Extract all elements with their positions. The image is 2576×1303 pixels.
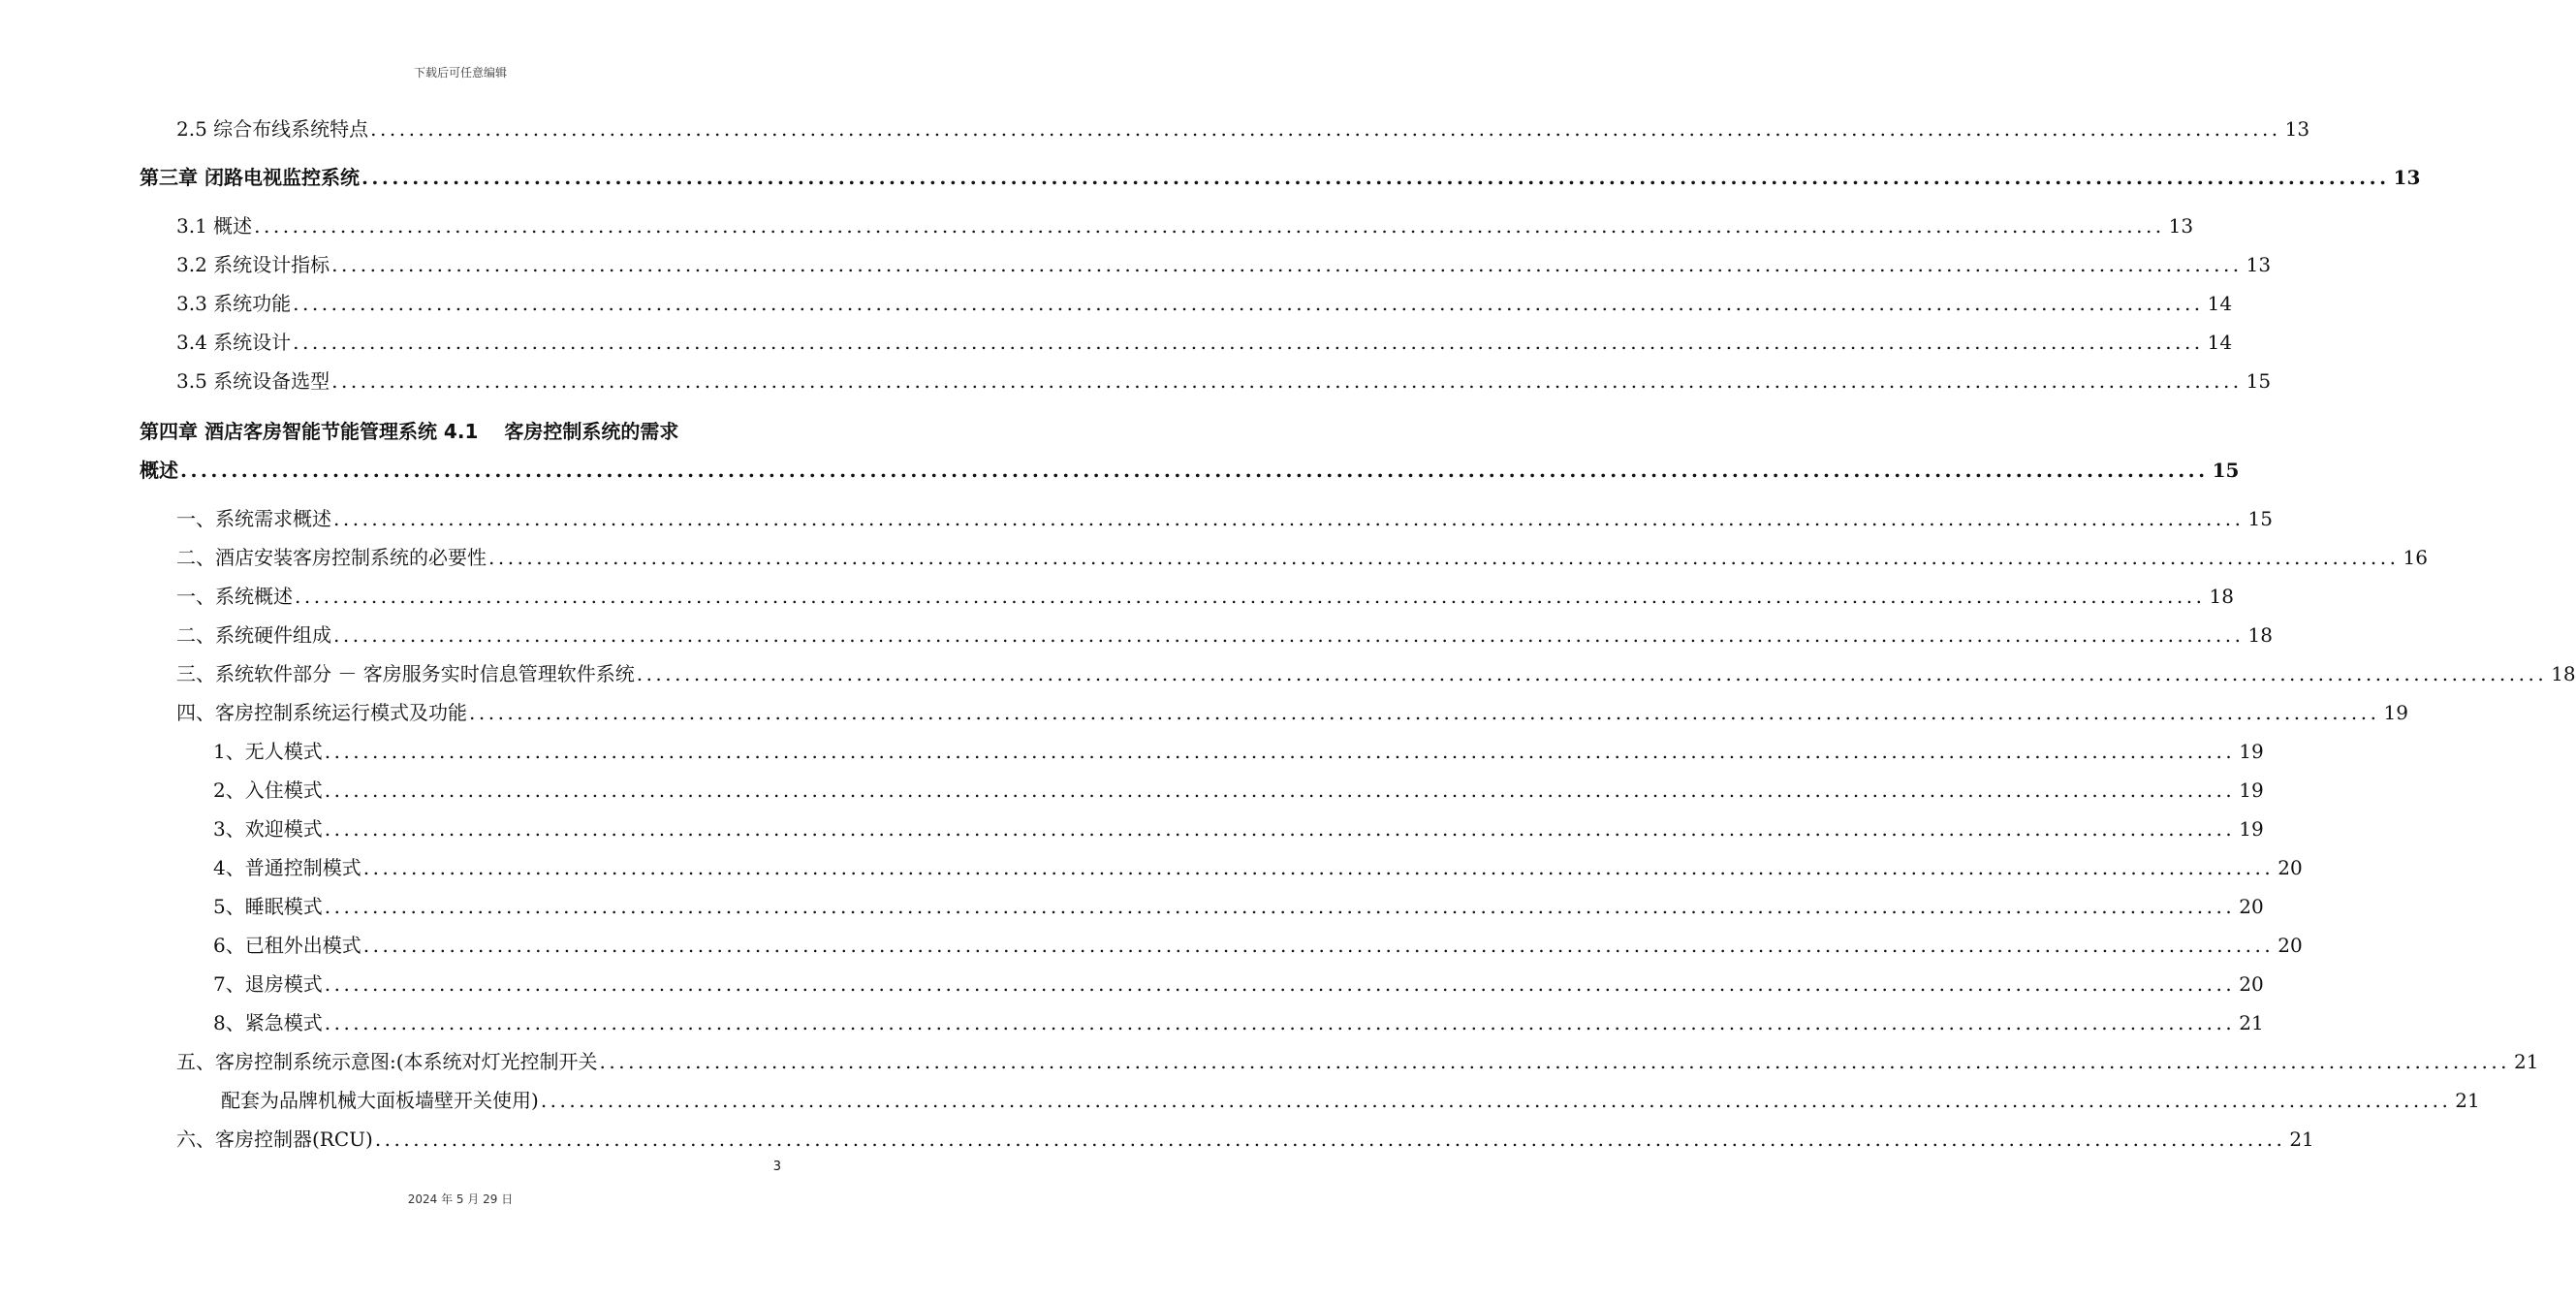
toc-entry-page: 15 [2212, 459, 2240, 482]
toc-entry[interactable] [176, 114, 2310, 143]
page-footer-date: 2024 年 5 月 29 日 [407, 1192, 514, 1206]
toc-entry-label: 5、睡眠模式 [213, 895, 323, 918]
toc-entry-page: 21 [2455, 1089, 2480, 1112]
toc-entry[interactable] [176, 1047, 2539, 1076]
toc-leader-dots: ........................................................................................................................................................................................................ [324, 817, 2236, 841]
toc-entry[interactable] [176, 504, 2273, 533]
toc-entry-label: 8、紧急模式 [213, 1011, 323, 1034]
page-header: 下载后可任意编辑 [413, 66, 507, 79]
toc-entry-label: 四、客房控制系统运行模式及功能 [176, 701, 467, 724]
toc-entry-label: 第三章 闭路电视监控系统 [140, 166, 360, 189]
toc-entry-label: 3.3 系统功能 [176, 292, 292, 315]
toc-leader-dots: ........................................................................................................................................................................................................ [333, 507, 2245, 530]
toc-leader-dots: ........................................................................................................................................................................................................ [488, 546, 2400, 569]
toc-entry-page: 18 [2551, 662, 2576, 685]
toc-entry-page: 18 [2247, 623, 2273, 647]
toc-entry-label: 3、欢迎模式 [213, 817, 323, 841]
toc-leader-dots: ........................................................................................................................................................................................................ [324, 972, 2236, 996]
toc-leader-dots: ........................................................................................................................................................................................................ [374, 1128, 2286, 1151]
toc-leader-dots: ........................................................................................................................................................................................................ [295, 585, 2206, 608]
toc-entry-label: 3.5 系统设备选型 [176, 369, 330, 393]
toc-entry[interactable] [213, 853, 2303, 882]
toc-entry-page: 14 [2207, 292, 2233, 315]
toc-entry[interactable] [176, 211, 2194, 240]
toc-entry-page: 20 [2239, 895, 2264, 918]
toc-entry[interactable] [176, 620, 2273, 650]
toc-leader-dots: ........................................................................................................................................................................................................ [180, 459, 2209, 482]
toc-entry-page: 21 [2239, 1011, 2264, 1034]
toc-entry[interactable] [213, 737, 2264, 766]
toc-leader-dots: ........................................................................................................................................................................................................ [324, 740, 2236, 763]
toc-entry-page: 15 [2247, 507, 2273, 530]
toc-entry[interactable] [213, 969, 2264, 999]
toc-entry[interactable] [176, 698, 2408, 727]
toc-entry[interactable] [213, 776, 2264, 805]
toc-entry-label: 6、已租外出模式 [213, 934, 361, 957]
toc-entry-label: 一、系统概述 [176, 585, 293, 608]
toc-leader-dots: ........................................................................................................................................................................................................ [324, 779, 2236, 802]
toc-entry[interactable] [176, 543, 2428, 572]
toc-entry-label: 7、退房模式 [213, 972, 323, 996]
toc-entry-page: 16 [2403, 546, 2428, 569]
toc-entry-label: 4、普通控制模式 [213, 856, 361, 879]
toc-entry-label: 概述 [140, 459, 178, 482]
toc-entry-label: 1、无人模式 [213, 740, 323, 763]
toc-leader-dots: ........................................................................................................................................................................................................ [293, 331, 2204, 354]
toc-entry[interactable] [176, 659, 2576, 688]
toc-entry[interactable] [221, 1086, 2480, 1115]
toc-entry-label: 配套为品牌机械大面板墙壁开关使用) [221, 1089, 539, 1112]
toc-entry[interactable] [176, 289, 2233, 318]
toc-entry[interactable] [213, 1008, 2264, 1037]
toc-entry-label: 二、酒店安装客房控制系统的必要性 [176, 546, 487, 569]
toc-leader-dots: ........................................................................................................................................................................................................ [361, 166, 2390, 189]
toc-entry-label: 2、入住模式 [213, 779, 323, 802]
toc-leader-dots: ........................................................................................................................................................................................................ [540, 1089, 2452, 1112]
toc-leader-dots: ........................................................................................................................................................................................................ [370, 117, 2281, 141]
toc-entry-page: 13 [2393, 166, 2421, 189]
toc-entry[interactable] [213, 814, 2264, 843]
toc-entry-label: 二、系统硬件组成 [176, 623, 331, 647]
toc-leader-dots: ........................................................................................................................................................................................................ [469, 701, 2380, 724]
toc-entry[interactable] [140, 163, 2421, 192]
toc-leader-dots: ........................................................................................................................................................................................................ [254, 214, 2165, 238]
toc-entry[interactable] [213, 892, 2264, 921]
toc-entry-page: 20 [2239, 972, 2264, 996]
toc-entry-page: 21 [2289, 1128, 2314, 1151]
toc-entry-page: 20 [2278, 856, 2303, 879]
toc-leader-dots: ........................................................................................................................................................................................................ [331, 369, 2243, 393]
toc-entry-page: 19 [2239, 817, 2264, 841]
toc-entry[interactable] [176, 582, 2234, 611]
toc-leader-dots: ........................................................................................................................................................................................................ [324, 1011, 2236, 1034]
toc-entry-label: 六、客房控制器(RCU) [176, 1128, 373, 1151]
toc-entry[interactable] [176, 250, 2272, 279]
toc-entry-label: 三、系统软件部分 － 客房服务实时信息管理软件系统 [176, 662, 635, 685]
toc-leader-dots: ........................................................................................................................................................................................................ [636, 662, 2548, 685]
toc-entry-label: 3.2 系统设计指标 [176, 253, 330, 276]
toc-leader-dots: ........................................................................................................................................................................................................ [333, 623, 2245, 647]
page-number: 3 [772, 1160, 781, 1174]
toc-entry-page: 14 [2207, 331, 2233, 354]
toc-entry-page: 20 [2278, 934, 2303, 957]
toc-entry[interactable] [213, 931, 2303, 960]
toc-leader-dots: ........................................................................................................................................................................................................ [599, 1050, 2511, 1073]
toc-entry-label: 一、系统需求概述 [176, 507, 331, 530]
toc-entry-page: 13 [2284, 117, 2310, 141]
toc-entry[interactable] [176, 328, 2233, 357]
toc-leader-dots: ........................................................................................................................................................................................................ [331, 253, 2243, 276]
toc-entry-page: 19 [2239, 779, 2264, 802]
toc-entry-page: 21 [2514, 1050, 2539, 1073]
toc-entry-page: 19 [2383, 701, 2408, 724]
toc-leader-dots: ........................................................................................................................................................................................................ [324, 895, 2236, 918]
toc-entry[interactable] [140, 456, 2240, 485]
toc-entry-label: 3.1 概述 [176, 214, 253, 238]
toc-leader-dots: ........................................................................................................................................................................................................ [362, 856, 2275, 879]
toc-entry-label: 五、客房控制系统示意图:(本系统对灯光控制开关 [176, 1050, 598, 1073]
toc-entry-label: 第四章 酒店客房智能节能管理系统 4.1 客房控制系统的需求 [140, 420, 679, 443]
toc-entry-page: 13 [2168, 214, 2194, 238]
toc-leader-dots: ........................................................................................................................................................................................................ [293, 292, 2204, 315]
toc-entry-page: 18 [2209, 585, 2234, 608]
toc-entry-page: 13 [2246, 253, 2272, 276]
toc-entry-page: 19 [2239, 740, 2264, 763]
toc-entry-label: 3.4 系统设计 [176, 331, 292, 354]
toc-entry-page: 15 [2246, 369, 2272, 393]
toc-entry[interactable] [176, 1125, 2314, 1154]
toc-entry[interactable] [176, 366, 2272, 396]
toc-entry[interactable] [140, 417, 781, 446]
toc-entry-label: 2.5 综合布线系统特点 [176, 117, 369, 141]
toc-leader-dots: ........................................................................................................................................................................................................ [362, 934, 2275, 957]
